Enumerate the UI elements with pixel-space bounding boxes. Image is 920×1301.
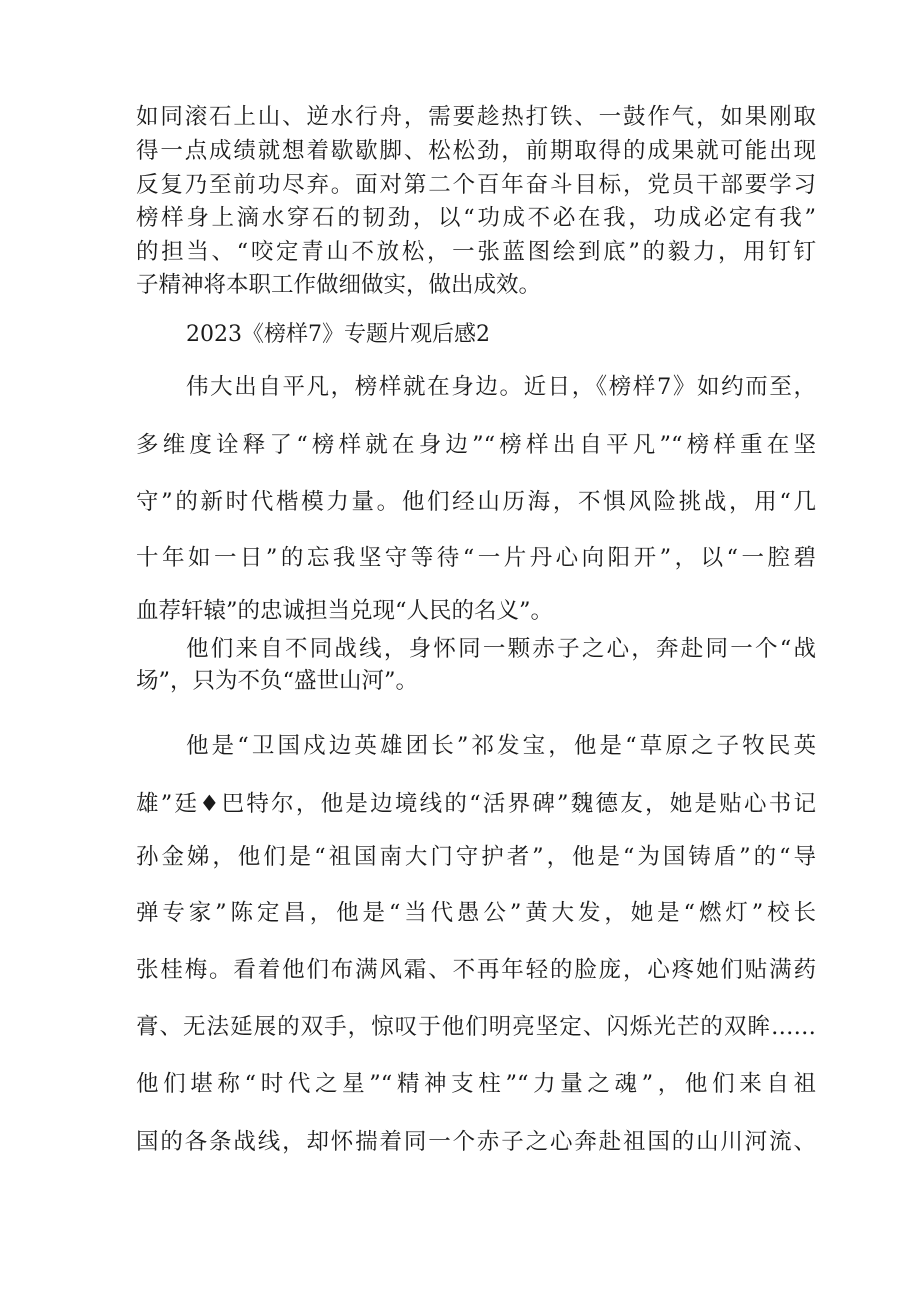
paragraph-4-line: 他们堪称“时代之星”“精神支柱”“力量之魂”，他们来自祖 [136, 1071, 816, 1097]
paragraph-1-line: 榜样身上滴水穿石的韧劲，以“功成不必在我，功成必定有我” [136, 205, 816, 231]
paragraph-1-line: 如同滚石上山、逆水行舟，需要趁热打铁、一鼓作气，如果刚取 [136, 104, 816, 130]
paragraph-2-line: 多维度诠释了“榜样就在身边”“榜样出自平凡”“榜样重在坚 [136, 432, 816, 458]
paragraph-2-line: 血荐轩辕”的忠诚担当兑现“人民的名义”。 [136, 598, 554, 624]
paragraph-4-line: 孙金娣，他们是“祖国南大门守护者”，他是“为国铸盾”的“导 [136, 844, 816, 870]
paragraph-4-line: 弹专家”陈定昌，他是“当代愚公”黄大发，她是“燃灯”校长 [136, 900, 816, 926]
paragraph-4-line: 国的各条战线，却怀揣着同一个赤子之心奔赴祖国的山川河流、 [136, 1129, 816, 1155]
paragraph-1-line: 反复乃至前功尽弃。面对第二个百年奋斗目标，党员干部要学习 [136, 172, 816, 198]
paragraph-1-line: 的担当、“咬定青山不放松，一张蓝图绘到底”的毅力，用钉钉 [136, 239, 816, 265]
paragraph-4-line: 张桂梅。看着他们布满风霜、不再年轻的脸庞，心疼她们贴满药 [136, 957, 816, 983]
paragraph-1-line: 子精神将本职工作做细做实，做出成效。 [136, 272, 542, 298]
paragraph-4-line: 膏、无法延展的双手，惊叹于他们明亮坚定、闪烁光芒的双眸…… [136, 1014, 816, 1040]
paragraph-1-line: 得一点成绩就想着歇歇脚、松松劲，前期取得的成果就可能出现 [136, 138, 816, 164]
paragraph-3-line: 他们来自不同战线，身怀同一颗赤子之心，奔赴同一个“战 [186, 636, 816, 662]
paragraph-2-line: 十年如一日”的忘我坚守等待“一片丹心向阳开”，以“一腔碧 [136, 545, 816, 571]
paragraph-3-line: 场”，只为不负“盛世山河”。 [136, 668, 419, 694]
paragraph-4-line: 雄”廷♦巴特尔，他是边境线的“活界碑”魏德友，她是贴心书记 [136, 791, 816, 817]
paragraph-2-line: 伟大出自平凡，榜样就在身边。近日，《榜样7》如约而至， [186, 374, 816, 400]
paragraph-2-line: 守”的新时代楷模力量。他们经山历海，不惧风险挑战，用“几 [136, 489, 816, 515]
paragraph-4-line: 他是“卫国戍边英雄团长”祁发宝，他是“草原之子牧民英 [186, 733, 816, 759]
section-heading: 2023《榜样7》专题片观后感2 [186, 322, 490, 347]
